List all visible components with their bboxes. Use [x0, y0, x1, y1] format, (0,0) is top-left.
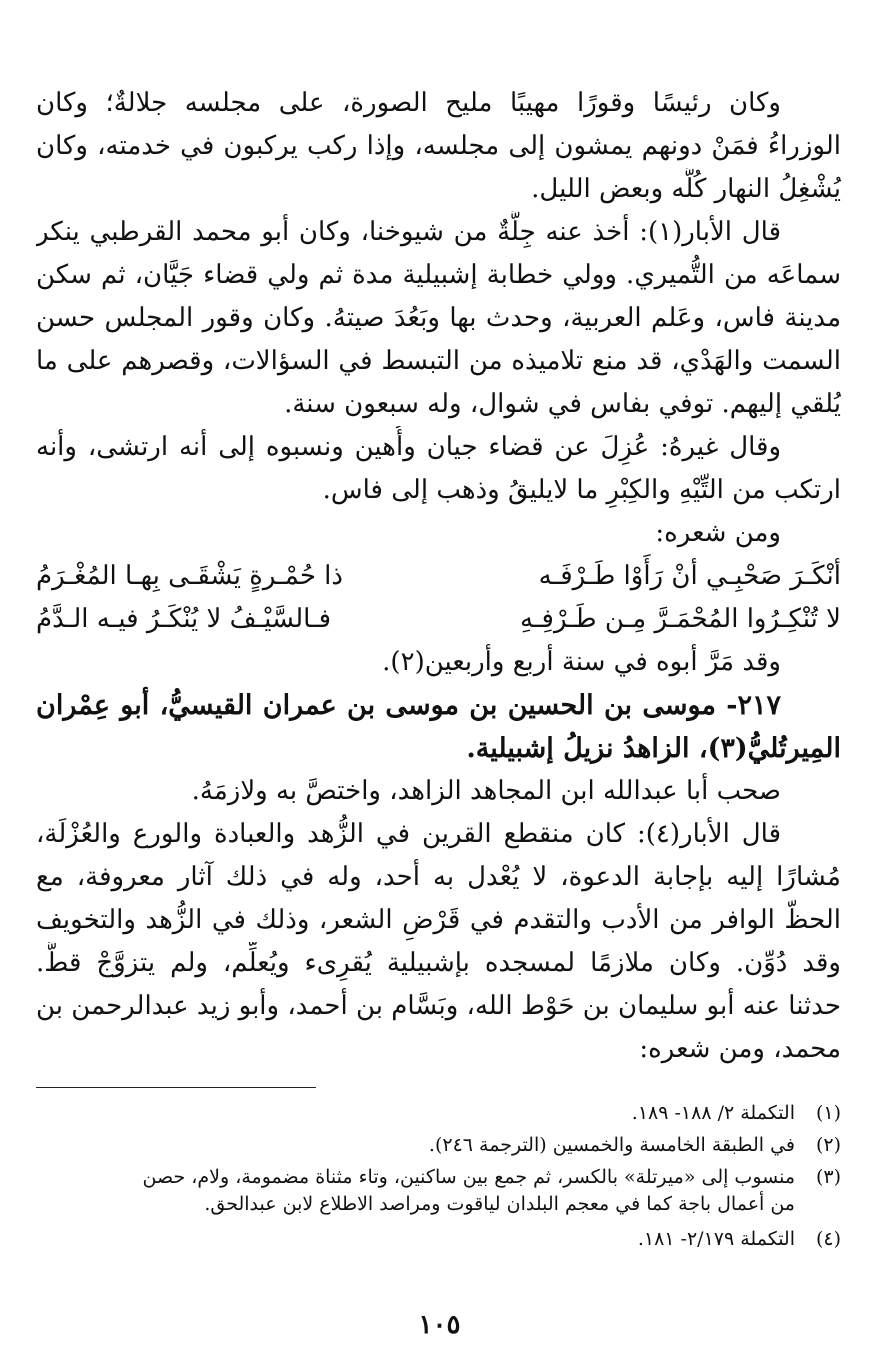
poem-verse-1 [36, 555, 841, 598]
text-line: قال الأبار(١): أخذ عنه جِلَّةٌ من شيوخنا، وكان أبو محمد القرطبي ينكر [36, 217, 781, 247]
footnote-number: (٤) [815, 1228, 841, 1250]
text-line: قال الأبار(٤): كان منقطع القرين في الزُّهد والعبادة والورع والعُزْلَة، [36, 819, 781, 849]
text-line: مُشارًا إليه بإجابة الدعوة، لا يُعْدل به أحد، وله في ذلك آثار معروفة، مع [36, 862, 841, 892]
text-line: وقد دُوِّن. وكان ملازمًا لمسجده بإشبيلية يُقرِىء ويُعلِّم، ولم يتزوَّجْ قطُّ. [36, 948, 841, 978]
text-line: وكان رئيسًا وقورًا مهيبًا مليح الصورة، على مجلسه جلالةٌ؛ وكان [36, 88, 781, 118]
text-line: مدينة فاس، وعَلم العربية، وحدث بها وبَعُدَ صيتهُ. وكان وقور المجلس حسن [36, 303, 841, 333]
poem-intro: ومن شعره: [655, 518, 781, 548]
entry-heading [36, 684, 841, 770]
footnote-number: (١) [815, 1102, 841, 1124]
text-line: الوزراءُ فمَنْ دونهم يمشون إلى مجلسه، وإذا ركب يركبون في خدمته، وكان [36, 131, 841, 161]
footnote-text: التكملة ٢/ ١٨٨- ١٨٩. [631, 1102, 795, 1124]
footnote-text: في الطبقة الخامسة والخمسين (الترجمة ٢٤٦). [428, 1134, 795, 1156]
verse-second-hemistich: فـالسَّيْـفُ لا يُنْكَـرُ فيـه الـدَّمُ [36, 604, 332, 634]
footnote-number: (٢) [815, 1134, 841, 1156]
footnote-text: منسوب إلى «ميرتلة» بالكسر، ثم جمع بين ساكنين، وتاء مثناة مضمومة، ولام، حصن [142, 1166, 795, 1188]
footnote-4 [36, 1226, 841, 1253]
paragraph-1 [36, 82, 841, 211]
verse-first-hemistich: لا تُنْكِـرُوا المُحْمَـرَّ مِـن طَـرْفِـهِ [519, 604, 841, 634]
text-line: ارتكب من التِّيْهِ والكِبْرِ ما لايليقُ وذهب إلى فاس. [322, 475, 841, 505]
after-poem-line: وقد مَرَّ أبوه في سنة أربع وأربعين(٢). [382, 647, 781, 677]
text-line: الحظّ الوافر من الأدب والتقدم في قَرْضِ الشعر، وذلك في الزُّهد والتخويف [36, 905, 841, 935]
text-line: يُشْغِلُ النهار كُلَّه وبعض الليل. [531, 174, 841, 204]
paragraph-4: صحب أبا عبدالله ابن المجاهد الزاهد، واختصَّ به ولازمَهُ. [191, 776, 781, 806]
paragraph-3 [36, 426, 841, 512]
paragraph-5 [36, 813, 841, 1071]
footnote-number: (٣) [815, 1166, 841, 1188]
footnote-separator [36, 1087, 316, 1088]
text-line: وقال غيرهُ: عُزِلَ عن قضاء جيان وأُهين ونسبوه إلى أنه ارتشى، وأنه [36, 432, 781, 462]
verse-second-hemistich: ذا حُمْـرةٍ يَشْقَـى بِهـا المُغْـرَمُ [36, 561, 343, 591]
entry-heading-line: ٢١٧- موسى بن الحسين بن موسى بن عمران القيسيُّ، أبو عِمْران [36, 690, 781, 721]
text-line: يُلقي إليهم. توفي بفاس في شوال، وله سبعون سنة. [284, 389, 841, 419]
footnote-1 [36, 1100, 841, 1127]
poem-verse-2 [36, 598, 841, 641]
text-line: حدثنا عنه أبو سليمان بن حَوْط الله، وبَسَّام بن أحمد، وأبو زيد عبدالرحمن بن [36, 991, 841, 1021]
footnote-2 [36, 1132, 841, 1159]
footnote-text: من أعمال باجة كما في معجم البلدان لياقوت ومراصد الاطلاع لابن عبدالحق. [204, 1193, 795, 1215]
verse-first-hemistich: أنْكَـرَ صَحْبِـي أنْ رَأَوْا طَـرْفَـه [538, 561, 841, 591]
text-line: السمت والهَدْي، قد منع تلاميذه من التبسط في السؤالات، وقصرهم على ما [36, 346, 841, 376]
footnote-text: التكملة ٢/١٧٩- ١٨١. [637, 1228, 795, 1250]
paragraph-2 [36, 211, 841, 426]
entry-heading-line: المِيرتُليُّ(٣)، الزاهدُ نزيلُ إشبيلية. [466, 733, 841, 764]
text-line: سماعَه من التُّميري. وولي خطابة إشبيلية مدة ثم ولي قضاء جَيَّان، ثم سكن [36, 260, 841, 290]
text-line: محمد، ومن شعره: [639, 1034, 841, 1064]
page-number: ١٠٥ [418, 1310, 461, 1340]
footnote-3 [36, 1164, 841, 1218]
